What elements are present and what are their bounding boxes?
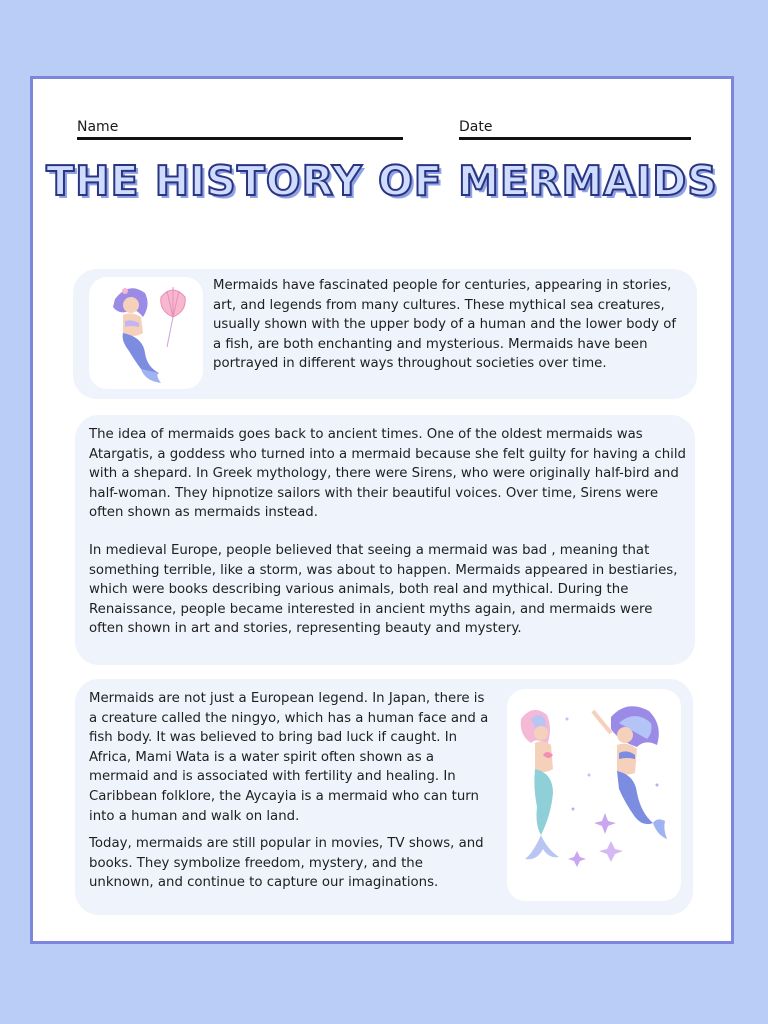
name-label: Name: [77, 119, 119, 135]
mermaid-illustration-1: [89, 277, 203, 389]
modern-text: [89, 689, 489, 893]
paragraph: Mermaids have fascinated people for centuries, appearing in stories, art, and legends from many cultures. These mythical sea creatures, usually shown with the upper body of a human and the lower body of a fish, are both enchanting and mysterious. Mermaids have been portrayed in different ways throughout societies over time.: [213, 278, 677, 372]
paragraph: The idea of mermaids goes back to ancient times. One of the oldest mermaids was Atargatis, a goddess who turned into a mermaid because she felt guilty for having a child with a shepard. In Greek mythology, there were Sirens, who were originally half-bird and half-woman. They hipnotize sailors with their beautiful voices. Over time, Sirens were often shown as mermaids instead.: [89, 427, 686, 521]
mermaid-illustration-2: [507, 689, 681, 901]
intro-text: [213, 276, 683, 374]
history-text: [89, 425, 689, 639]
mermaid-with-shell-icon: [89, 277, 203, 389]
paragraph: Mermaids are not just a European legend. In Japan, there is a creature called the ningyo, which has a human face and a fish body. It was believed to bring bad luck if caught. In Africa, Mami Wata is a water spirit often shown as a mermaid and is associated with fertility and healing. In Caribbean folklore, the Aycayia is a mermaid who can turn into a human and walk on land.: [89, 691, 489, 824]
date-field[interactable]: [459, 119, 691, 140]
paragraph: In medieval Europe, people believed that seeing a mermaid was bad , meaning that something terrible, like a storm, was about to happen. Mermaids appeared in bestiaries, which were books describing various animals, both real and mythical. During the Renaissance, people became interested in ancient myths again, and mermaids were often shown in art and stories, representing beauty and mystery.: [89, 542, 678, 637]
date-label: Date: [459, 119, 493, 135]
history-card: [75, 415, 695, 665]
paragraph: Today, mermaids are still popular in movies, TV shows, and books. They symbolize freedom, mystery, and the unknown, and continue to capture our imaginations.: [89, 836, 484, 891]
two-mermaids-icon: [507, 689, 681, 901]
intro-card: [73, 269, 697, 399]
modern-card: [75, 679, 693, 915]
name-field[interactable]: [77, 119, 403, 140]
worksheet: [30, 76, 734, 944]
page-title: THE HISTORY OF MERMAIDS: [46, 157, 718, 205]
